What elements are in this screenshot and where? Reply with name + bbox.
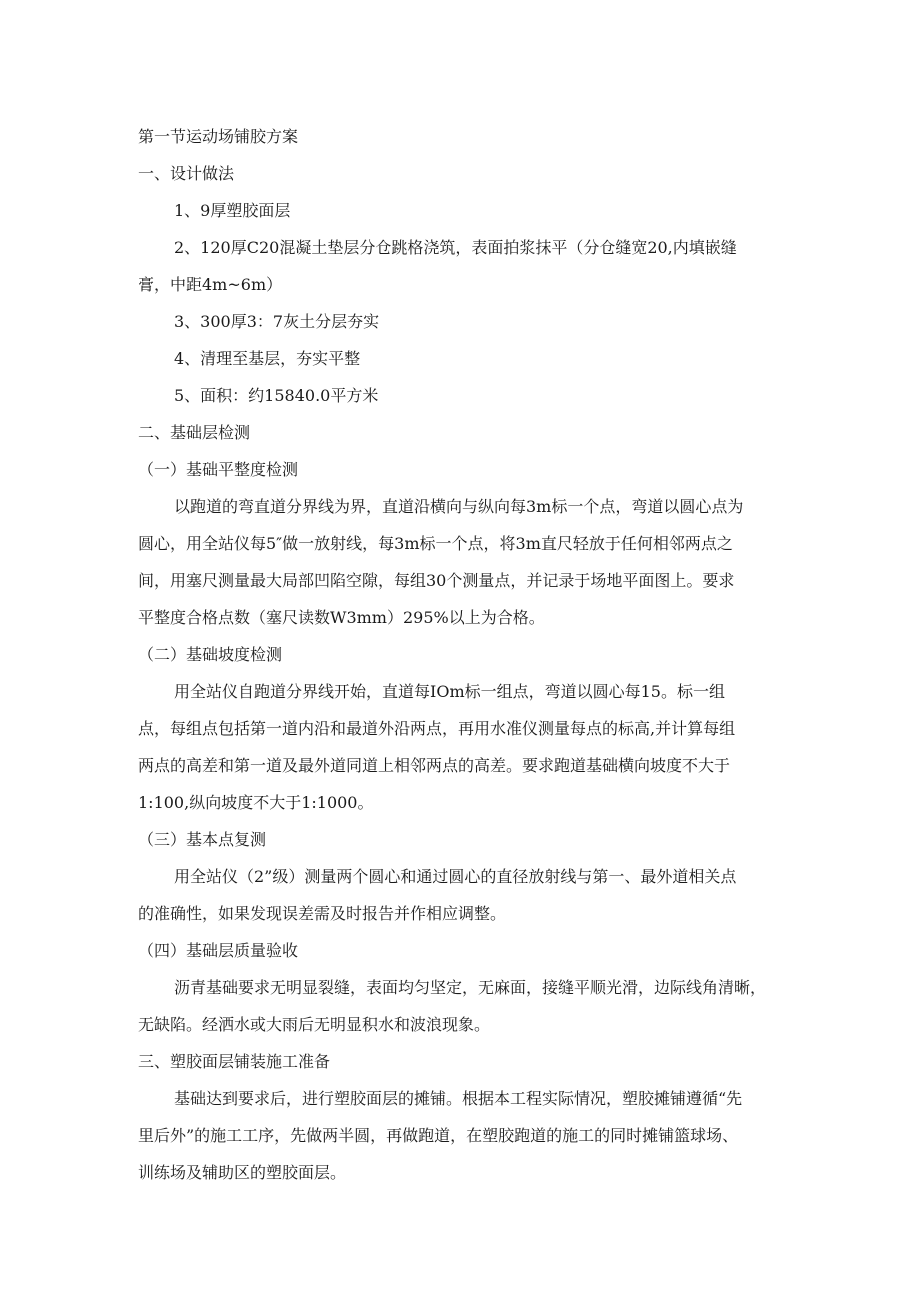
paragraph-line: 的准确性，如果发现误差需及时报告并作相应调整。 — [138, 904, 507, 923]
subsection-heading: （四）基础层质量验收 — [138, 941, 299, 960]
paragraph-line: 沥青基础要求无明显裂缝，表面均匀坚定，无麻面，接缝平顺光滑，边际线角清晰， — [174, 978, 767, 997]
document-body — [138, 118, 798, 1191]
paragraph-line: 两点的高差和第一道及最外道同道上相邻两点的高差。要求跑道基础横向坡度不大于 — [138, 756, 731, 775]
subsection-heading: （三）基本点复测 — [138, 830, 267, 849]
list-item: 2、120厚C20混凝土垫层分仓跳格浇筑，表面拍浆抹平（分仓缝宽20,内填嵌缝 — [174, 238, 737, 257]
paragraph-line: 训练场及辅助区的塑胶面层。 — [138, 1163, 347, 1182]
section-2-heading: 二、基础层检测 — [138, 423, 251, 442]
paragraph-line: 1:100,纵向坡度不大于1:1000。 — [138, 793, 374, 812]
list-item: 1、9厚塑胶面层 — [174, 201, 291, 220]
paragraph-line: 以跑道的弯直道分界线为界，直道沿横向与纵向每3m标一个点，弯道以圆心点为 — [174, 497, 744, 516]
paragraph-line: 点，每组点包括第一道内沿和最道外沿两点，再用水准仪测量每点的标高,并计算每组 — [138, 719, 736, 738]
paragraph-line: 间，用塞尺测量最大局部凹陷空隙，每组30个测量点，并记录于场地平面图上。要求 — [138, 571, 735, 590]
paragraph-line: 基础达到要求后，进行塑胶面层的摊铺。根据本工程实际情况，塑胶摊铺遵循“先 — [174, 1089, 743, 1108]
paragraph-line: 用全站仪（2”级）测量两个圆心和通过圆心的直径放射线与第一、最外道相关点 — [174, 867, 737, 886]
subsection-heading: （二）基础坡度检测 — [138, 645, 283, 664]
section-1-heading: 一、设计做法 — [138, 164, 235, 183]
list-item: 3、300厚3：7灰土分层夯实 — [174, 312, 380, 331]
document-title: 第一节运动场铺胶方案 — [138, 127, 299, 146]
list-item: 5、面积：约15840.0平方米 — [174, 386, 379, 405]
paragraph-line: 平整度合格点数（塞尺读数W3mm）295%以上为合格。 — [138, 608, 545, 627]
section-3-heading: 三、塑胶面层铺装施工准备 — [138, 1052, 331, 1071]
subsection-heading: （一）基础平整度检测 — [138, 460, 299, 479]
list-item: 4、清理至基层，夯实平整 — [174, 349, 361, 368]
paragraph-line: 里后外”的施工工序，先做两半圆，再做跑道，在塑胶跑道的施工的同时摊铺篮球场、 — [138, 1126, 739, 1145]
paragraph-line: 用全站仪自跑道分界线开始，直道每IOm标一组点，弯道以圆心每15。标一组 — [174, 682, 725, 701]
list-item-continuation: 膏，中距4m~6m） — [138, 275, 283, 294]
paragraph-line: 无缺陷。经洒水或大雨后无明显积水和波浪现象。 — [138, 1015, 491, 1034]
paragraph-line: 圆心，用全站仪每5″做一放射线，每3m标一个点，将3m直尺轻放于任何相邻两点之 — [138, 534, 733, 553]
